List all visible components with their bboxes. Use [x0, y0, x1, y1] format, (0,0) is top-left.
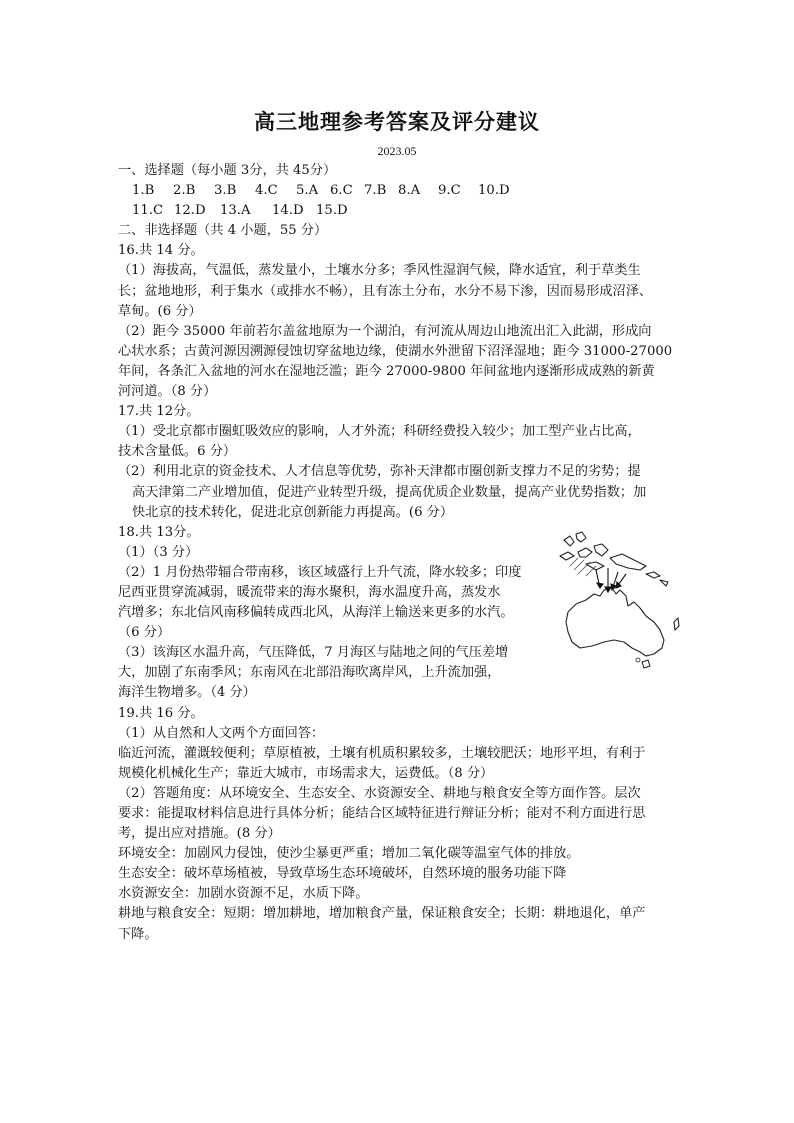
mc-answer: 8.A — [398, 183, 421, 199]
text-line: 临近河流，灌溉较便利；草原植被，土壤有机质积累较多，土壤较肥沃；地形平坦，有利于 — [118, 745, 646, 761]
q16-heading: 16.共 14 分。 — [118, 243, 204, 259]
mc-answer: 6.C — [330, 183, 353, 199]
mc-answer: 14.D — [272, 203, 304, 219]
text-line: 规模化机械化生产；靠近大城市，市场需求大，运费低。（8 分） — [118, 765, 494, 781]
mc-answer: 15.D — [316, 203, 348, 219]
text-line: 技术含量低。6 分） — [118, 444, 237, 460]
q16-part1 — [118, 261, 678, 321]
text-line: 大，加剧了东南季风；东南风在北部沿海吹离岸风，上升流加强， — [118, 665, 501, 681]
text-line: 海洋生物增多。（4 分） — [118, 685, 256, 701]
text-line: 汽增多；东北信风南移偏转成西北风，从海洋上输送来更多的水汽。 — [118, 605, 514, 621]
q19-part1-answer — [118, 744, 678, 784]
q18-part2 — [118, 563, 550, 643]
mc-answer: 5.A — [296, 183, 319, 199]
mc-answers-row-2 — [118, 201, 678, 221]
mc-answer: 4.C — [255, 183, 278, 199]
text-line: 考，提出应对措施。(8 分） — [118, 826, 281, 842]
mc-answer: 3.B — [214, 183, 237, 199]
text-line: （6 分） — [118, 625, 171, 641]
q17-heading: 17.共 12分。 — [118, 404, 200, 420]
text-line: 快北京的技术转化，促进北京创新能力再提高。(6 分） — [132, 504, 454, 520]
q19-heading: 19.共 16 分。 — [118, 705, 204, 721]
q18-part1: （1）（3 分） — [118, 544, 199, 560]
mc-answer: 13.A — [220, 203, 251, 219]
q19-item-water: 水资源安全：加剧水资源不足，水质下降。 — [118, 886, 369, 902]
q18-heading: 18.共 13分。 — [118, 524, 200, 540]
mc-answers-row-1 — [118, 181, 678, 201]
text-line: 年间，各条汇入盆地的河水在湿地泛滥；距今 27000-9800 年间盆地内逐渐形成成熟的新黄 — [118, 363, 655, 379]
mc-answer: 1.B — [132, 183, 155, 199]
text-line: 草甸。(6 分） — [118, 303, 202, 319]
section1-heading: 一、选择题（每小题 3分，共 45分） — [118, 163, 337, 178]
q16-part2 — [118, 322, 678, 402]
text-line: （2）1 月份热带辐合带南移，该区域盛行上升气流，降水较多；印度 — [118, 564, 522, 580]
australia-wind-map — [556, 530, 680, 676]
text-line: （1）海拔高，气温低，蒸发量小，土壤水分多；季风性湿润气候，降水适宜，利于草类生 — [118, 263, 641, 279]
q19-part2 — [118, 784, 678, 844]
text-line: （2）利用北京的资金技术、人才信息等优势，弥补天津都市圈创新支撑力不足的劣势；提 — [118, 464, 641, 480]
mc-answer: 7.B — [364, 183, 387, 199]
text-line: 要求：能提取材料信息进行具体分析；能结合区域特征进行辩证分析；能对不利方面进行思 — [118, 806, 646, 821]
mc-answer: 9.C — [438, 183, 461, 199]
document-date: 2023.05 — [377, 144, 417, 158]
text-line: 河河道。（8 分） — [118, 384, 217, 400]
q18-part3 — [118, 643, 550, 703]
q19-item-food — [118, 904, 678, 944]
mc-answer: 10.D — [478, 183, 510, 199]
q19-item-ecology: 生态安全：破坏草场植被，导致草场生态环境破坏，自然环境的服务功能下降 — [118, 866, 567, 882]
text-line: 高天津第二产业增加值，促进产业转型升级，提高优质企业数量，提高产业优势指数；加 — [132, 484, 647, 500]
text-line: 尼西亚贯穿流减弱，暖流带来的海水聚积，海水温度升高，蒸发水 — [118, 584, 501, 600]
mc-answer: 11.C — [132, 203, 164, 219]
text-line: 耕地与粮食安全：短期：增加耕地，增加粮食产量，保证粮食安全；长期：耕地退化，单产 — [118, 906, 646, 922]
mc-answer: 12.D — [174, 203, 206, 219]
text-line: （2）答题角度：从环境安全、生态安全、水资源安全、耕地与粮食安全等方面作答。层次 — [118, 785, 641, 801]
text-line: 长；盆地地形，利于集水（或排水不畅），且有冻土分布，水分不易下渗，因而易形成沼泽、 — [118, 283, 653, 299]
text-line: 心状水系；古黄河源因溯源侵蚀切穿盆地边缘，使湖水外泄留下沼泽湿地；距今 31000-27000 — [118, 343, 673, 359]
mc-answer: 2.B — [173, 183, 196, 199]
section2-heading: 二、非选择题（共 4 小题，55 分） — [118, 223, 328, 239]
text-line: （3）该海区水温升高，气压降低，7 月海区与陆地之间的气压差增 — [118, 645, 509, 661]
text-line: 下降。 — [118, 926, 158, 942]
q19-item-environment: 环境安全：加剧风力侵蚀，使沙尘暴更严重；增加二氧化碳等温室气体的排放。 — [118, 846, 580, 862]
q17-part1 — [118, 422, 678, 462]
q17-part2 — [118, 462, 678, 522]
text-line: （1）受北京都市圈虹吸效应的影响，人才外流；科研经费投入较少；加工型产业占比高， — [118, 424, 641, 440]
text-line: （2）距今 35000 年前若尔盖盆地原为一个湖泊，有河流从周边山地流出汇入此湖，形成向 — [118, 323, 652, 339]
page-title: 高三地理参考答案及评分建议 — [254, 109, 540, 134]
q19-part1: （1）从自然和人文两个方面回答： — [118, 725, 325, 741]
